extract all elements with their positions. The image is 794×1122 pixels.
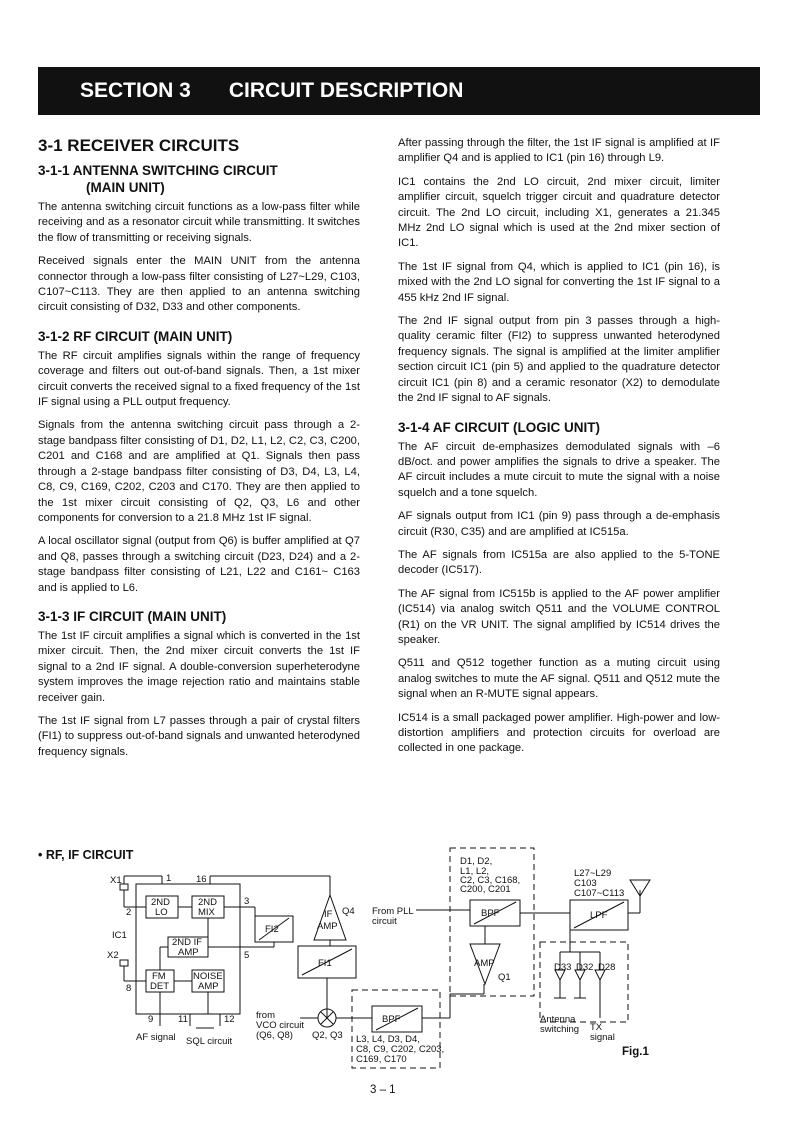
label-fmdet-a: FM	[152, 971, 166, 982]
figure-label: Fig.1	[622, 1046, 649, 1058]
heading-3-1: 3-1 RECEIVER CIRCUITS	[38, 136, 240, 155]
label-ant-sw-b: switching	[540, 1024, 580, 1035]
label-tx-a: TX	[590, 1022, 603, 1033]
page-number: 3 – 1	[370, 1084, 396, 1096]
label-ant-sw-a: Antenna	[540, 1014, 576, 1025]
figure-title: • RF, IF CIRCUIT	[38, 848, 134, 862]
label-fi1: FI1	[318, 958, 332, 969]
label-q1: Q1	[498, 972, 511, 983]
label-pin2: 2	[126, 907, 132, 918]
paragraph: AF signals output from IC1 (pin 9) pass through a de-emphasis circuit (R30, C35) and are amplified at IC515a.	[398, 510, 720, 538]
label-bpf2-parts-4: C200, C201	[460, 884, 511, 895]
section-number: SECTION 3	[80, 79, 191, 102]
paragraph: The antenna switching circuit functions as a low-pass filter while receiving and as a resonator circuit while transmitting. It switches the flow of transmitting or receiving signals.	[38, 201, 360, 244]
label-bpf1-parts-2: C8, C9, C202, C203,	[356, 1044, 445, 1055]
label-pin16: 16	[196, 874, 207, 885]
paragraph: The AF signals from IC515a are also applied to the 5-TONE decoder (IC517).	[398, 548, 720, 577]
label-amp: AMP	[474, 958, 495, 969]
label-lpf-parts-1: L27~L29	[574, 868, 612, 879]
label-sql-circuit: SQL circuit	[186, 1036, 233, 1047]
paragraph: The RF circuit amplifies signals within the range of frequency coverage and filters out out-of-band signals. Then, a 1st mixer circuit converts the received signal to a fixed frequency of the 1st IF signal using a PLL output frequency.	[38, 349, 360, 409]
paragraph: IC1 contains the 2nd LO circuit, 2nd mixer circuit, limiter amplifier circuit, squelch trigger circuit and quadrature detector circuit. The 2nd LO circuit, including X1, generates a 21.345 MHz 2nd LO signal which is used at the 2nd mixer section of IC1.	[398, 175, 720, 250]
label-lpf-parts-3: C107~C113	[574, 888, 625, 899]
label-fmdet-b: DET	[150, 981, 169, 992]
label-if-b: AMP	[317, 921, 338, 932]
label-tx-b: signal	[590, 1032, 615, 1043]
label-pin3: 3	[244, 896, 250, 907]
label-bpf1-parts-3: C169, C170	[356, 1054, 407, 1065]
heading-3-1-1-line2: (MAIN UNIT)	[86, 180, 165, 195]
paragraph: The 2nd IF signal output from pin 3 passes through a high-quality ceramic filter (FI2) to suppress unwanted heterodyned frequency signals. The signal is amplified at the limiter amplifier section circuit IC1 (pin 5) and applied to the quadrature detector circuit IC1 (pin 8) and a ceramic resonator (X2) to demodulate the 2nd IF signal to AF signals.	[398, 315, 720, 405]
paragraph: A local oscillator signal (output from Q6) is buffer amplified at Q7 and Q8, passes through a switching circuit (D23, D24) and a 2-stage bandpass filter consisting of L21, L22 and C161~ C163 and is applied to L6.	[38, 535, 360, 594]
label-ifamp2-a: 2ND IF	[172, 937, 203, 948]
label-af-signal: AF signal	[136, 1032, 176, 1043]
label-from-vco-a: from	[256, 1010, 275, 1021]
label-lpf-parts-2: C103	[574, 878, 597, 889]
label-pin11: 11	[178, 1014, 188, 1025]
label-bpf2-parts-3: C2, C3, C168,	[460, 875, 521, 886]
label-x2: X2	[107, 950, 119, 961]
heading-3-1-1-line1: 3-1-1 ANTENNA SWITCHING CIRCUIT	[38, 163, 278, 178]
label-pin9: 9	[148, 1014, 154, 1025]
heading-3-1-4: 3-1-4 AF CIRCUIT (LOGIC UNIT)	[398, 419, 600, 435]
label-bpf1: BPF	[382, 1014, 401, 1025]
paragraph: Received signals enter the MAIN UNIT from the antenna connector through a low-pass filter consisting of L27~L29, C103, C107~C113. They are then applied to an antenna switching circuit consisting of D32, D33 and other components.	[38, 255, 360, 314]
label-bpf2: BPF	[481, 908, 500, 919]
label-if-a: IF	[324, 909, 333, 920]
label-pin12: 12	[224, 1014, 235, 1025]
paragraph: The AF signal from IC515b is applied to the AF power amplifier (IC514) via analog switch Q511 and the VOLUME CONTROL (R1) on the VR UNIT. The signal amplified by IC514 drives the speaker.	[398, 587, 720, 646]
label-ifamp2-b: AMP	[178, 947, 199, 958]
label-bpf1-parts-1: L3, L4, D3, D4,	[356, 1034, 420, 1045]
label-d33: D33	[554, 962, 572, 973]
paragraph: The 1st IF signal from L7 passes through a pair of crystal filters (FI1) to suppress out-of-band signals and unwanted heterodyned frequency signals.	[38, 714, 360, 758]
label-d32: D32	[576, 962, 594, 973]
label-pin1: 1	[166, 873, 172, 884]
paragraph: IC514 is a small packaged power amplifier. High-power and low-distortion amplifiers and protection circuits for overload are collected in one package.	[398, 711, 720, 755]
paragraph: Signals from the antenna switching circuit pass through a 2-stage bandpass filter consisting of D1, D2, L1, L2, C2, C3, C200, C201 and C168 and are amplified at Q1. Signals then pass through a 2-stage bandpass filter consisting of D3, D4, L3, L4, C8, C9, C169, C202, C203 and C170. They are then applied to the 1st mixer circuit consisting of Q2, Q3, L6 and other components for conversion to a 21.8 MHz 1st IF signal.	[38, 419, 360, 524]
label-noise-b: AMP	[198, 981, 219, 992]
label-from-vco-c: (Q6, Q8)	[256, 1030, 293, 1041]
label-q2q3: Q2, Q3	[312, 1030, 343, 1041]
heading-3-1-3: 3-1-3 IF CIRCUIT (MAIN UNIT)	[38, 608, 227, 624]
label-fi2: FI2	[265, 924, 279, 935]
paragraph: Q511 and Q512 together function as a muting circuit using analog switches to mute the AF signal. Q511 and Q512 mute the signal when an R-MUTE signal appears.	[398, 657, 720, 701]
label-lo-b: LO	[155, 907, 168, 918]
label-from-pll-b: circuit	[372, 916, 397, 927]
label-noise-a: NOISE	[193, 971, 223, 982]
label-lo-a: 2ND	[151, 897, 171, 908]
label-pin8: 8	[126, 983, 132, 994]
label-from-vco-b: VCO circuit	[256, 1020, 305, 1031]
section-title: CIRCUIT DESCRIPTION	[228, 79, 464, 102]
label-d28: D28	[598, 962, 616, 973]
label-x1: X1	[110, 875, 122, 886]
heading-3-1-2: 3-1-2 RF CIRCUIT (MAIN UNIT)	[38, 328, 233, 344]
paragraph: The 1st IF signal from Q4, which is applied to IC1 (pin 16), is mixed with the 2nd LO signal for converting the 1st IF signal to a 455 kHz 2nd IF signal.	[398, 260, 720, 304]
paragraph: The AF circuit de-emphasizes demodulated signals with –6 dB/oct. and power amplifies the signals to drive a speaker. The AF circuit includes a mute circuit to mute the signal with a noise squelch and a tone squelch.	[398, 440, 720, 499]
label-bpf2-parts-2: L1, L2,	[460, 866, 490, 877]
label-bpf2-parts-1: D1, D2,	[460, 856, 493, 867]
paragraph: The 1st IF circuit amplifies a signal which is converted in the 1st mixer circuit. Then, the 2nd mixer circuit converts the 1st IF signal to a 2nd IF signal. A double-conversion superheterodyne system improves the image rejection ratio and maintains stable receiver gain.	[38, 629, 360, 704]
label-mix-a: 2ND	[198, 897, 218, 908]
label-mix-b: MIX	[198, 907, 215, 918]
label-q4: Q4	[342, 906, 355, 917]
paragraph: After passing through the filter, the 1st IF signal is amplified at IF amplifier Q4 and is applied to IC1 (pin 16) through L9.	[398, 137, 720, 165]
label-ic1: IC1	[112, 930, 127, 941]
label-pin5: 5	[244, 950, 250, 961]
label-lpf: LPF	[590, 910, 608, 921]
label-from-pll-a: From PLL	[372, 906, 414, 917]
